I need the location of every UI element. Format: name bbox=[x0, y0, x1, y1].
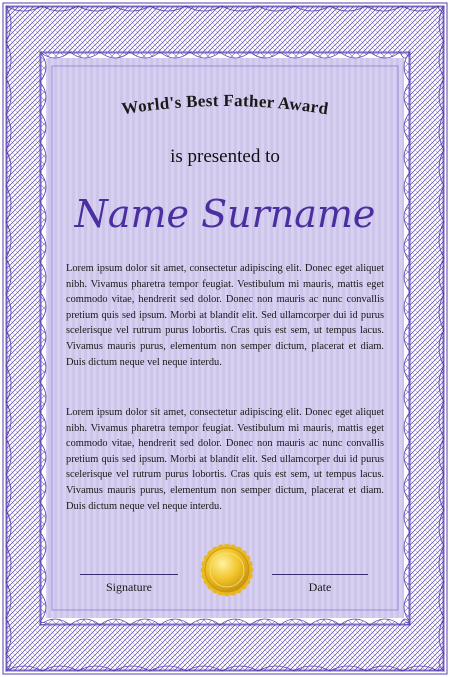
signature-line bbox=[80, 574, 178, 575]
certificate-title bbox=[60, 92, 390, 152]
date-label: Date bbox=[308, 580, 332, 594]
certificate-title-text: World's Best Father Award bbox=[120, 92, 330, 119]
svg-text:World's Best Father Award bbox=[120, 92, 330, 118]
date-line bbox=[272, 574, 368, 575]
presented-to-text: is presented to bbox=[170, 146, 280, 167]
recipient-name: Name Surname bbox=[74, 192, 376, 236]
body-paragraph: Lorem ipsum dolor sit amet, consectetur adipiscing elit. Donec eget aliquet nibh. Vivamus pharetra tempor feugiat. Vestibulum mi mauris, mattis eget commodo vitae, hendrerit sed dolor. Donec non mauris ac nunc convallis pretium quis sed ipsum. Morbi at blandit elit. Sed ullamcorper dui id purus scelerisque vel rutrum purus lobortis. Cras quis est sem, ut tempus lacus. Vivamus mauris purus, elementum non semper dictum, placerat et diam. Duis dictum neque vel neque interdu. bbox=[66, 407, 384, 512]
body-paragraph: Lorem ipsum dolor sit amet, consectetur adipiscing elit. Donec eget aliquet nibh. Vivamus pharetra tempor feugiat. Vestibulum mi mauris, mattis eget commodo vitae, hendrerit sed dolor. Donec non mauris ac nunc convallis pretium quis sed ipsum. Morbi at blandit elit. Sed ullamcorper dui id purus scelerisque vel rutrum purus lobortis. Cras quis est sem, ut tempus lacus. Vivamus mauris purus, elementum non semper dictum, placerat et diam. Duis dictum neque vel neque interdu. bbox=[66, 263, 384, 368]
signature-label: Signature bbox=[106, 580, 152, 594]
gold-seal-icon bbox=[200, 543, 254, 597]
